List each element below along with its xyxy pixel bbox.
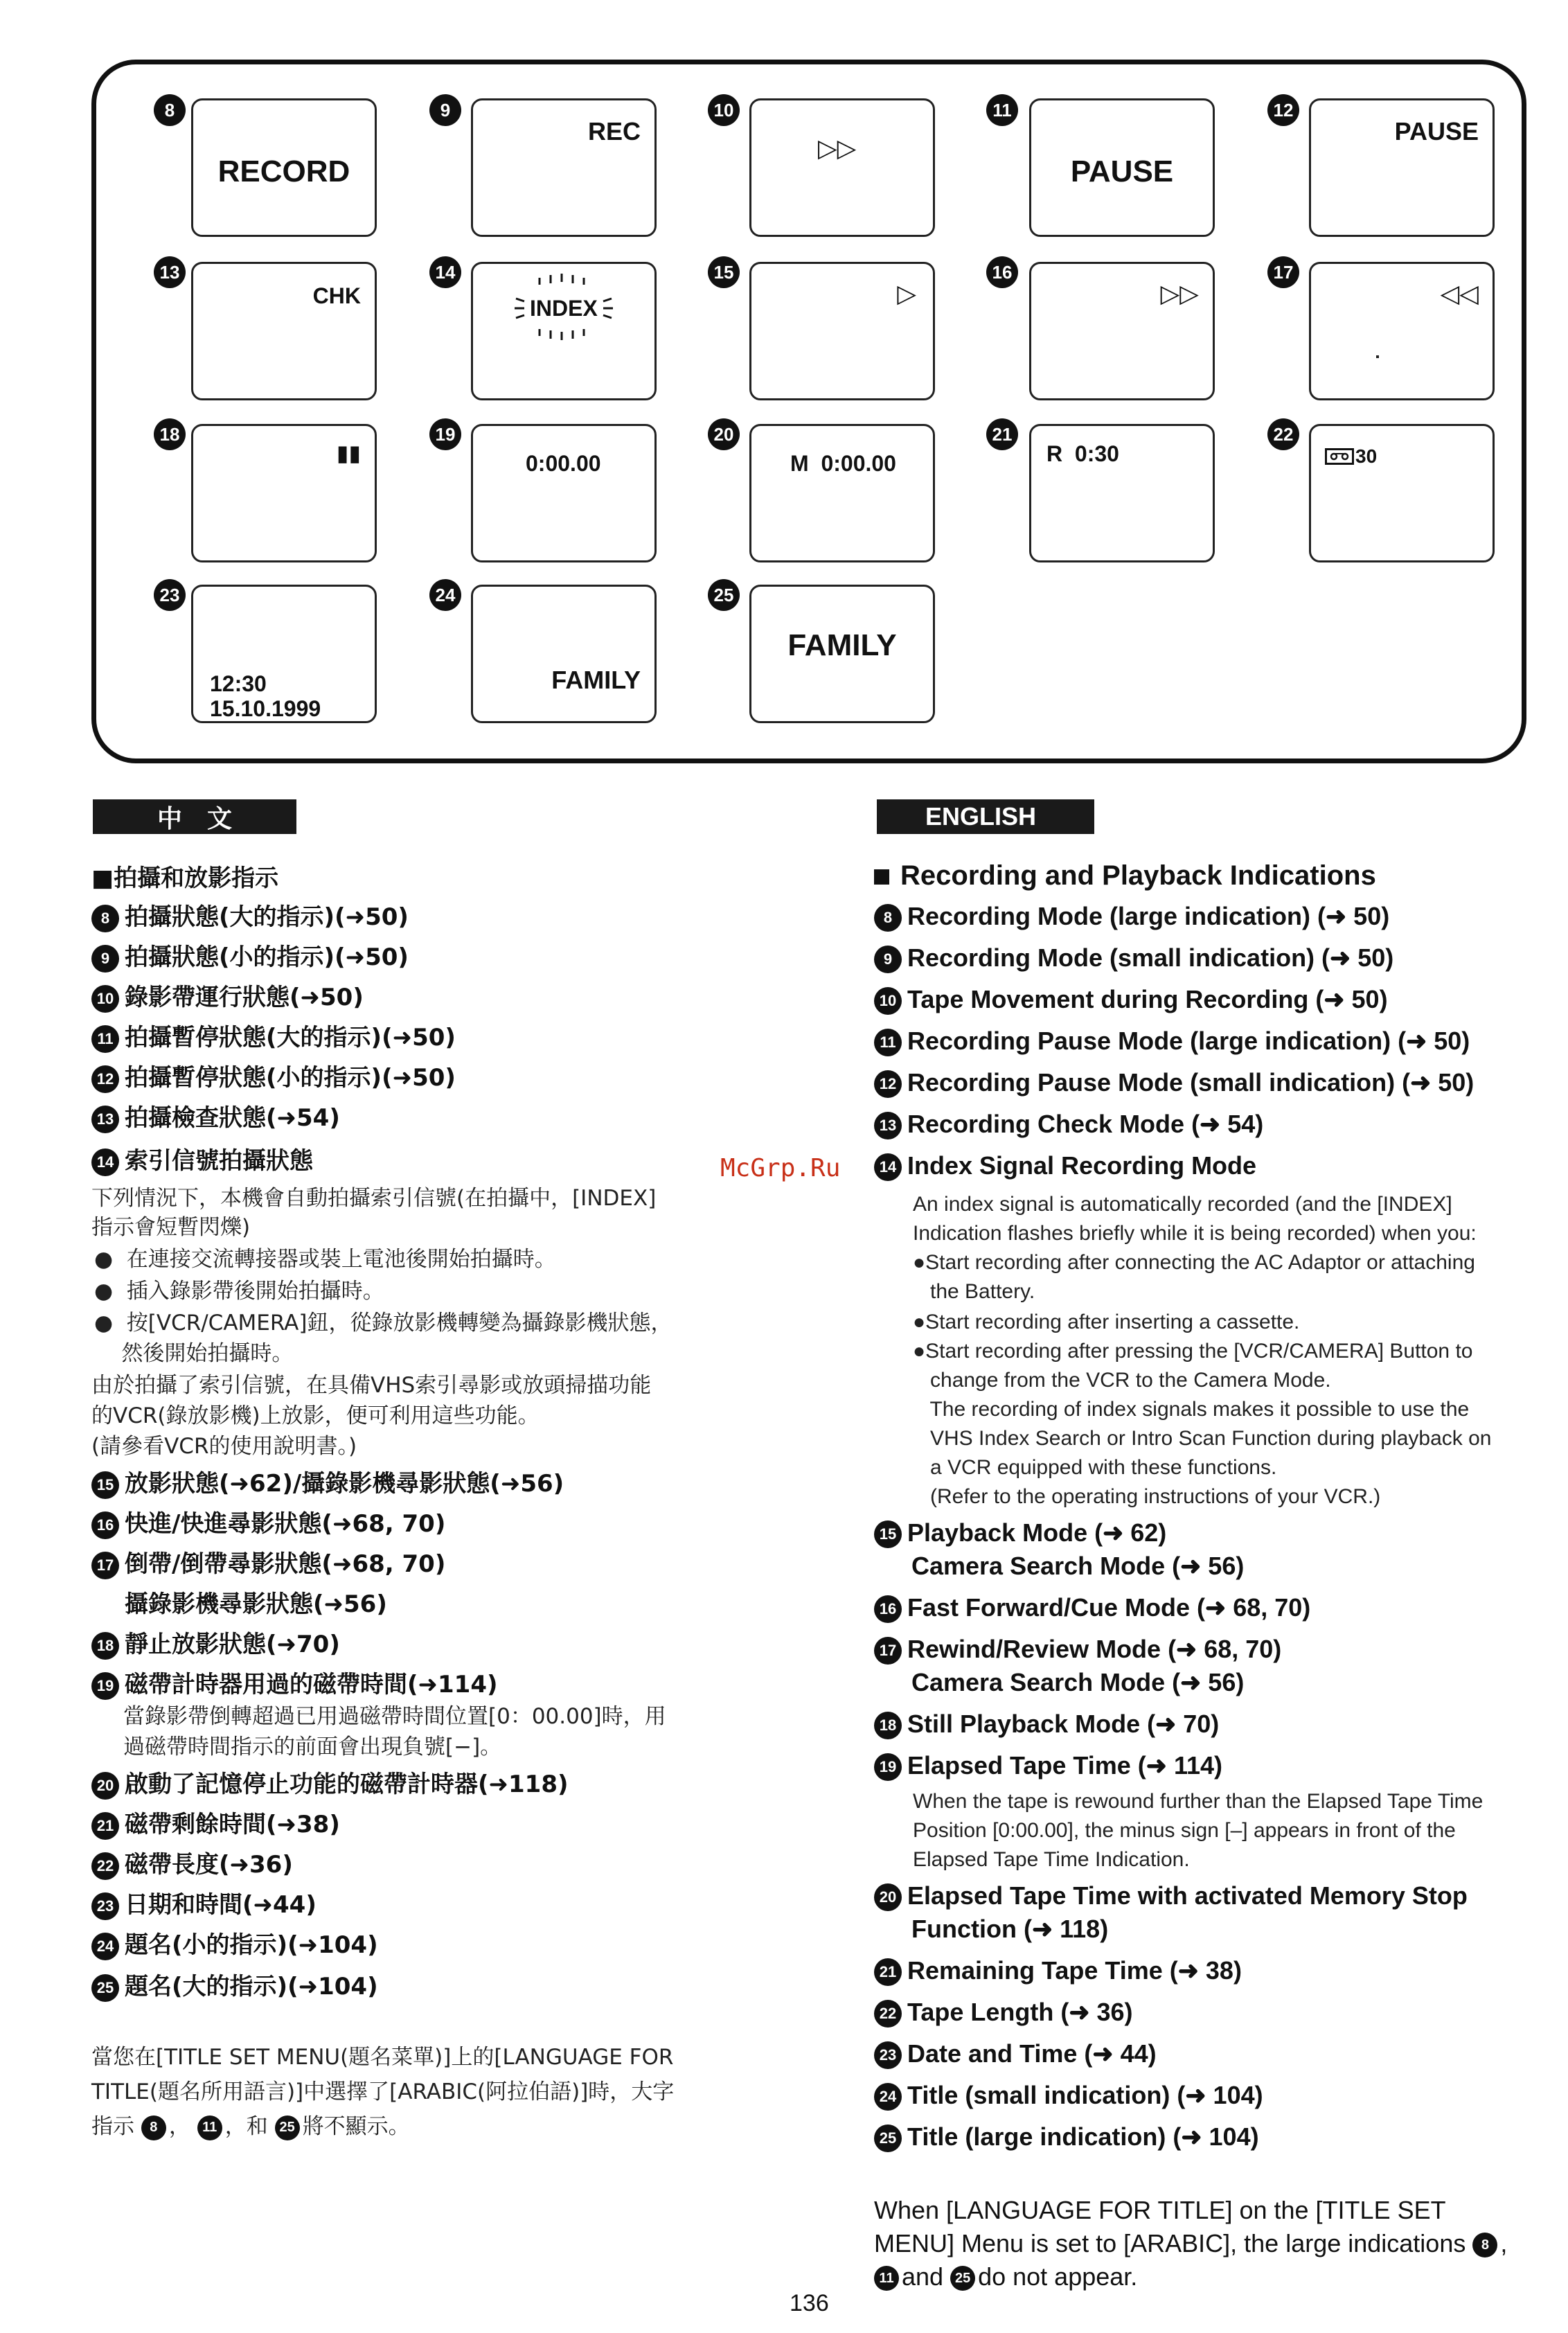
zh-section-header: 中 文 (93, 799, 296, 834)
square-bullet-icon (874, 869, 889, 885)
en-item-16: 16 Fast Forward/Cue Mode (➜ 68, 70) (874, 1593, 1310, 1623)
screen-22 (1309, 424, 1495, 562)
callout-20: 20 (708, 418, 740, 450)
callout-14: 14 (429, 256, 461, 288)
screen-24 (471, 585, 657, 723)
callout-23: 23 (154, 579, 186, 611)
en-item-15b: Camera Search Mode (➜ 56) (911, 1552, 1245, 1580)
screen-11 (1029, 98, 1215, 237)
zh-item-23: 23 日期和時間(➜44) (91, 1886, 317, 1920)
screen-text: FAMILY (787, 628, 897, 662)
en-index-line: ●Start recording after connecting the AC Adaptor or attaching (913, 1251, 1475, 1274)
callout-15: 15 (708, 256, 740, 288)
en-item-20: 20 Elapsed Tape Time with activated Memory Stop (874, 1881, 1468, 1911)
zh-note-line: TITLE(題名所用語言)]中選擇了[ARABIC(阿拉伯語)]時，大字 (91, 2079, 675, 2104)
callout-12: 12 (1267, 94, 1299, 126)
callout-25: 25 (708, 579, 740, 611)
dot (1376, 355, 1379, 358)
en-item-25: 25 Title (large indication) (➜ 104) (874, 2122, 1259, 2152)
en-elapsed-line: When the tape is rewound further than the Elapsed Tape Time (913, 1790, 1484, 1813)
zh-item-10: 10 錄影帶運行狀態(➜50) (91, 978, 364, 1013)
en-index-line: VHS Index Search or Intro Scan Function during playback on (913, 1427, 1492, 1450)
screen-text: RECORD (217, 154, 350, 188)
zh-item-11: 11 拍攝暫停狀態(大的指示)(➜50) (91, 1018, 456, 1053)
zh-item-20: 20 啟動了記憶停止功能的磁帶計時器(➜118) (91, 1765, 569, 1800)
zh-index-line: ● 在連接交流轉接器或裝上電池後開始拍攝時。 (94, 1247, 556, 1272)
en-item-17b: Camera Search Mode (➜ 56) (911, 1668, 1245, 1696)
en-item-11: 11 Recording Pause Mode (large indication) (➜ 50) (874, 1027, 1470, 1056)
zh-item-19: 19 磁帶計時器用過的磁帶時間(➜114) (91, 1665, 498, 1700)
zh-index-line: ● 按[VCR/CAMERA]鈕，從錄放影機轉變為攝錄影機狀態， (94, 1311, 672, 1336)
en-item-9: 9 Recording Mode (small indication) (➜ 50) (874, 943, 1393, 973)
callout-18: 18 (154, 418, 186, 450)
en-item-22: 22 Tape Length (➜ 36) (874, 1998, 1133, 2028)
callout-10: 10 (708, 94, 740, 126)
screen-14 (471, 262, 657, 400)
screen-text: REC (587, 117, 641, 145)
zh-item-12: 12 拍攝暫停狀態(小的指示)(➜50) (91, 1058, 456, 1093)
screen-text: PAUSE (1394, 117, 1479, 145)
screen-20 (749, 424, 935, 562)
en-index-line: ●Start recording after pressing the [VCR/CAMERA] Button to (913, 1340, 1473, 1363)
en-item-20b: Function (➜ 118) (911, 1915, 1109, 1943)
en-note-line: 11 and 25 do not appear. (874, 2262, 1137, 2291)
fast-forward-icon: ▷▷ (818, 134, 857, 162)
en-item-18: 18 Still Playback Mode (➜ 70) (874, 1710, 1219, 1739)
zh-note-line: 當您在[TITLE SET MENU(題名菜單)]上的[LANGUAGE FOR (91, 2045, 674, 2070)
en-item-10: 10 Tape Movement during Recording (➜ 50) (874, 985, 1388, 1015)
callout-9: 9 (429, 94, 461, 126)
screen-17 (1309, 262, 1495, 400)
zh-item-8: 8 拍攝狀態(大的指示)(➜50) (91, 898, 409, 932)
en-index-line: An index signal is automatically recorded (and the [INDEX] (913, 1193, 1452, 1216)
en-item-12: 12 Recording Pause Mode (small indication) (➜ 50) (874, 1068, 1474, 1098)
fast-forward-icon: ▷▷ (1160, 279, 1199, 308)
en-index-line: ●Start recording after inserting a cassette. (913, 1311, 1300, 1333)
en-title: Recording and Playback Indications (874, 860, 1376, 891)
callout-21: 21 (986, 418, 1018, 450)
en-index-line: (Refer to the operating instructions of your VCR.) (913, 1485, 1381, 1508)
screen-13 (191, 262, 377, 400)
en-elapsed-line: Position [0:00.00], the minus sign [–] appears in front of the (913, 1819, 1456, 1842)
zh-title: ■拍攝和放影指示 (91, 864, 279, 892)
zh-index-line: 然後開始拍攝時。 (94, 1341, 294, 1366)
callout-22: 22 (1267, 418, 1299, 450)
zh-item-21: 21 磁帶剩餘時間(➜38) (91, 1805, 340, 1840)
zh-elapsed-line: 過磁帶時間指示的前面會出現負號[−]。 (123, 1735, 502, 1759)
en-item-23: 23 Date and Time (➜ 44) (874, 2039, 1157, 2069)
date-text: 15.10.1999 (210, 696, 321, 721)
en-index-line: the Battery. (913, 1280, 1035, 1303)
zh-item-17b: 攝錄影機尋影狀態(➜56) (125, 1590, 387, 1618)
screen-25 (749, 585, 935, 723)
screen-text: PAUSE (1070, 154, 1174, 188)
zh-item-22: 22 磁帶長度(➜36) (91, 1845, 293, 1880)
zh-item-15: 15 放影狀態(➜62)/攝錄影機尋影狀態(➜56) (91, 1464, 564, 1499)
en-item-21: 21 Remaining Tape Time (➜ 38) (874, 1956, 1242, 1986)
screen-text: FAMILY (551, 666, 641, 694)
play-icon: ▷ (897, 279, 916, 308)
still-icon: ▮▮ (336, 441, 361, 465)
zh-index-line: 由於拍攝了索引信號，在具備VHS索引尋影或放頭掃描功能 (91, 1373, 652, 1398)
screen-19 (471, 424, 657, 562)
en-item-15: 15 Playback Mode (➜ 62) (874, 1518, 1166, 1548)
zh-note-line: 指示 8 ， 11 ，和 25 將不顯示。 (91, 2114, 410, 2139)
screen-18 (191, 424, 377, 562)
screen-10 (749, 98, 935, 237)
callout-11: 11 (986, 94, 1018, 126)
en-item-13: 13 Recording Check Mode (➜ 54) (874, 1110, 1263, 1139)
screen-23 (191, 585, 377, 723)
en-item-14: 14 Index Signal Recording Mode (874, 1151, 1256, 1181)
callout-13: 13 (154, 256, 186, 288)
zh-item-14: 14 索引信號拍攝狀態 (91, 1142, 313, 1176)
zh-index-line: (請參看VCR的使用說明書。) (91, 1434, 357, 1459)
en-item-24: 24 Title (small indication) (➜ 104) (874, 2081, 1263, 2111)
callout-16: 16 (986, 256, 1018, 288)
screen-12 (1309, 98, 1495, 237)
zh-index-line: 的VCR(錄放影機)上放影，便可利用這些功能。 (91, 1403, 540, 1428)
zh-item-25: 25 題名(大的指示)(➜104) (91, 1967, 378, 2002)
en-index-line: a VCR equipped with these functions. (913, 1456, 1277, 1479)
en-index-line: Indication flashes briefly while it is being recorded) when you: (913, 1222, 1477, 1245)
rewind-icon: ◁◁ (1440, 279, 1479, 308)
cassette-icon (1325, 448, 1354, 465)
screen-8 (191, 98, 377, 237)
zh-elapsed-line: 當錄影帶倒轉超過已用過磁帶時間位置[0：00.00]時，用 (123, 1704, 666, 1729)
en-item-8: 8 Recording Mode (large indication) (➜ 50) (874, 902, 1389, 932)
screen-16 (1029, 262, 1215, 400)
callout-19: 19 (429, 418, 461, 450)
zh-index-line: 指示會短暫閃爍) (91, 1215, 251, 1240)
screen-text: R 0:30 (1046, 441, 1119, 466)
en-item-19: 19 Elapsed Tape Time (➜ 114) (874, 1751, 1222, 1781)
en-section-header: ENGLISH (877, 799, 1094, 834)
zh-item-24: 24 題名(小的指示)(➜104) (91, 1926, 378, 1960)
zh-index-line: ● 插入錄影帶後開始拍攝時。 (94, 1279, 384, 1304)
en-item-17: 17 Rewind/Review Mode (➜ 68, 70) (874, 1635, 1281, 1665)
en-index-line: change from the VCR to the Camera Mode. (913, 1369, 1331, 1392)
screen-15 (749, 262, 935, 400)
screen-text: INDEX (530, 296, 598, 321)
callout-24: 24 (429, 579, 461, 611)
screen-text: M 0:00.00 (790, 451, 896, 476)
watermark: McGrp.Ru (720, 1154, 841, 1182)
en-note-line: When [LANGUAGE FOR TITLE] on the [TITLE SET (874, 2196, 1446, 2224)
en-note-line: MENU] Menu is set to [ARABIC], the large indications 8 , (874, 2229, 1508, 2257)
callout-8: 8 (154, 94, 186, 126)
zh-index-line: 下列情況下，本機會自動拍攝索引信號(在拍攝中，[INDEX] (91, 1186, 657, 1211)
time-text: 12:30 (210, 671, 267, 696)
zh-item-16: 16 快進/快進尋影狀態(➜68, 70) (91, 1505, 445, 1539)
zh-item-17: 17 倒帶/倒帶尋影狀態(➜68, 70) (91, 1545, 445, 1579)
screen-21 (1029, 424, 1215, 562)
screen-text: 0:00.00 (526, 451, 601, 476)
screen-text: 30 (1355, 445, 1378, 467)
en-index-line: The recording of index signals makes it possible to use the (913, 1398, 1470, 1421)
zh-item-9: 9 拍攝狀態(小的指示)(➜50) (91, 938, 409, 973)
en-elapsed-line: Elapsed Tape Time Indication. (913, 1848, 1190, 1871)
callout-17: 17 (1267, 256, 1299, 288)
zh-item-18: 18 靜止放影狀態(➜70) (91, 1625, 340, 1660)
zh-item-13: 13 拍攝檢查狀態(➜54) (91, 1099, 340, 1133)
page-number: 136 (790, 2290, 829, 2316)
screen-text: CHK (312, 283, 361, 308)
screen-9 (471, 98, 657, 237)
